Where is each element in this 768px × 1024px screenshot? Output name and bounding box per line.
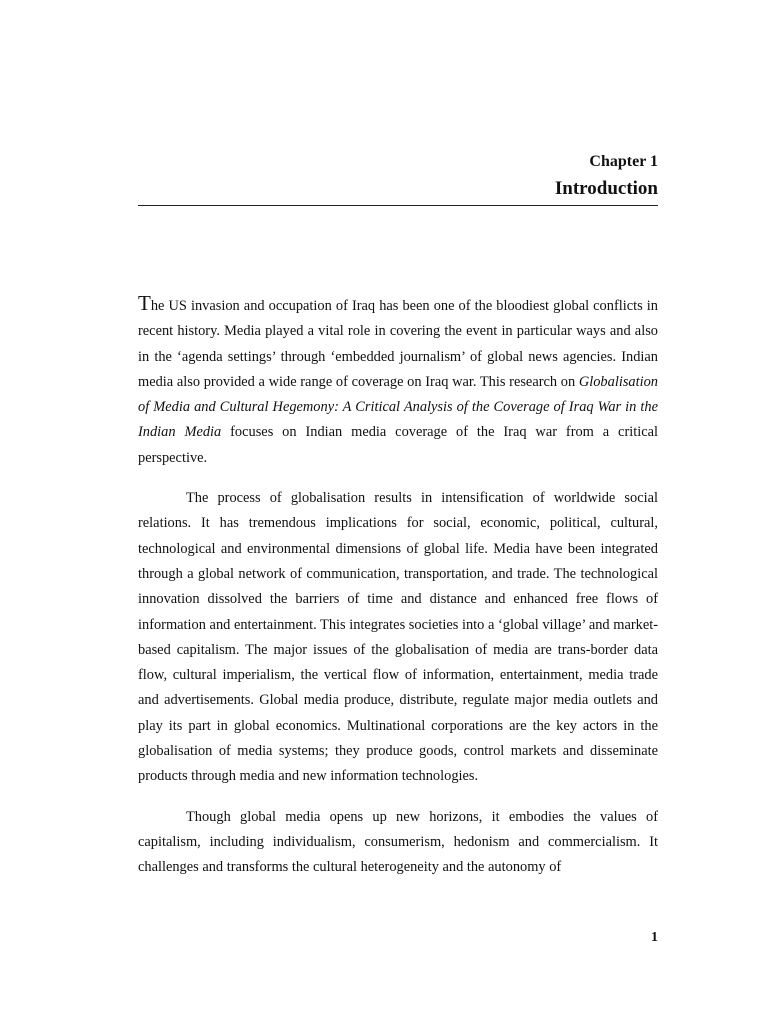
drop-cap: T (138, 291, 151, 315)
paragraph-1-text-a: he US invasion and occupation of Iraq has been one of the bloodiest global conflicts in recent history. Media played a vital role in covering the event in particular ways and also in the ‘agenda settings’ through ‘embedded journalism’ of global news agencies. Indian media also provided a wide range of coverage on Iraq war. This research on (138, 298, 658, 390)
header-divider (138, 205, 658, 206)
paragraph-3: Though global media opens up new horizons, it embodies the values of capitalism, including individualism, consumerism, hedonism and commercialism. It challenges and transforms the cultural heterogeneity and the autonomy of (138, 808, 658, 876)
chapter-title: Introduction (554, 178, 658, 199)
body-text (138, 291, 658, 896)
page-number: 1 (651, 930, 658, 945)
chapter-label: Chapter 1 (589, 153, 658, 170)
paragraph-1-text-b: focuses on Indian media coverage of the Iraq war from a critical perspective. (138, 424, 658, 466)
paragraph-2: The process of globalisation results in intensification of worldwide social relations. It has tremendous implications for social, economic, political, cultural, technological and environmental dimensions of global life. Media have been integrated through a global network of communication, transportation, and trade. The technological innovation dissolved the barriers of time and distance and enhanced free flows of information and entertainment. This integrates societies into a ‘global village’ and market-based capitalism. The major issues of the globalisation of media are trans-border data flow, cultural imperialism, the vertical flow of information, entertainment, media trade and advertisements. Global media produce, distribute, regulate major media outlets and play its part in global economics. Multinational corporations are the key actors in the globalisation of media systems; they produce goods, control markets and disseminate products through media and new information technologies. (138, 490, 658, 785)
paragraph-1 (138, 291, 658, 471)
chapter-header (138, 150, 658, 204)
thesis-title: Globalisation of Media and Cultural Hegemony: A Critical Analysis of the Coverage of Iraq War in the Indian Media (138, 373, 658, 441)
